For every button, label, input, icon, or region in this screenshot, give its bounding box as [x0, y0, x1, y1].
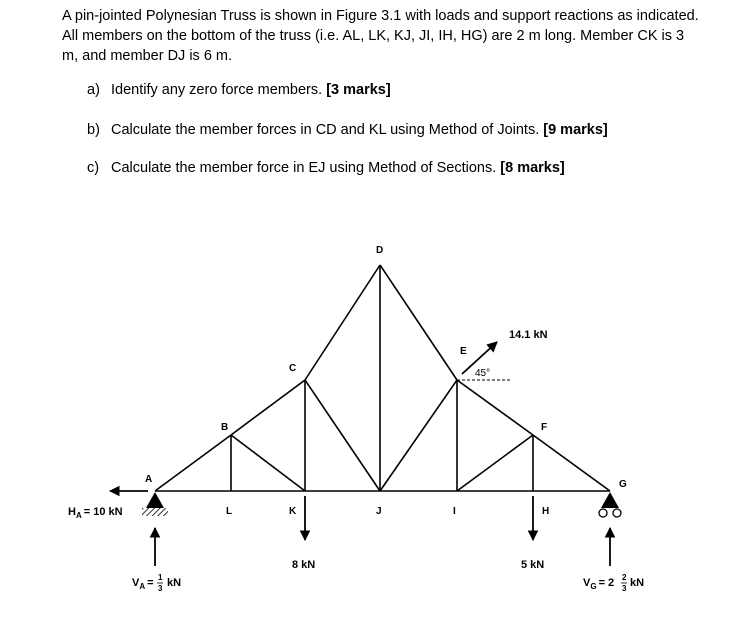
roller-support-G	[599, 492, 621, 517]
part-c-marks: [8 marks]	[500, 160, 565, 176]
member-BC	[231, 380, 305, 435]
load-E-label: 14.1 kN	[509, 329, 548, 341]
svg-text:VG= 2: $V_G = 2$	[583, 577, 615, 591]
member-DE	[380, 265, 457, 380]
member-FI	[457, 435, 533, 491]
part-a-marks: [3 marks]	[326, 82, 391, 98]
part-c-number: c)	[87, 160, 100, 176]
part-b-text: Calculate the member forces in CD and KL using Method of Joints.	[111, 122, 540, 138]
member-CD	[305, 265, 380, 380]
svg-text:3: 3	[622, 584, 627, 593]
joint-label-B: B	[221, 422, 229, 433]
joint-label-L: L	[226, 506, 233, 517]
joint-label-F: F	[541, 422, 548, 433]
part-b-marks: [9 marks]	[543, 122, 608, 138]
svg-text:2: 2	[622, 573, 627, 582]
joint-label-G: G	[619, 479, 627, 490]
angle-label: 45°	[475, 368, 491, 379]
joint-label-E: E	[460, 346, 467, 357]
load-K-label: 8 kN	[292, 559, 316, 571]
joint-label-I: I	[453, 506, 456, 517]
member-FG	[533, 435, 610, 491]
joint-label-C: C	[289, 363, 297, 374]
part-a-number: a)	[87, 82, 100, 98]
joint-label-A: A	[145, 474, 153, 485]
svg-text:3: 3	[158, 584, 163, 593]
svg-text:VA=: $V_A$ =	[132, 577, 154, 591]
joint-label-H: H	[542, 506, 550, 517]
member-CJ	[305, 380, 380, 491]
pin-support-A	[142, 492, 168, 516]
load-H-label: 5 kN	[521, 559, 545, 571]
svg-text:kN: kN	[167, 577, 182, 589]
part-a-text: Identify any zero force members.	[111, 82, 323, 98]
svg-text:kN: kN	[630, 577, 645, 589]
member-EJ	[380, 380, 457, 491]
reaction-VA-label	[132, 573, 181, 593]
reaction-HA-label: $H_A = 10$ kN	[68, 506, 123, 520]
joint-label-K: K	[289, 506, 297, 517]
reaction-VG-label	[583, 573, 644, 593]
member-AB	[155, 435, 231, 491]
truss-members	[155, 265, 610, 491]
joint-label-J: J	[376, 506, 382, 517]
part-b-number: b)	[87, 122, 100, 138]
member-BK	[231, 435, 305, 491]
member-EF	[457, 380, 533, 435]
part-c-text: Calculate the member force in EJ using Method of Sections.	[111, 160, 497, 176]
question-intro: A pin-jointed Polynesian Truss is shown in Figure 3.1 with loads and support reactions as indicated. All members on the bottom of the truss (i.e. AL, LK, KJ, JI, IH, HG) are 2 m long. Member CK is 3 m, and member DJ is 6 m.	[62, 8, 699, 64]
joint-label-D: D	[376, 245, 384, 256]
svg-text:1: 1	[158, 573, 163, 582]
